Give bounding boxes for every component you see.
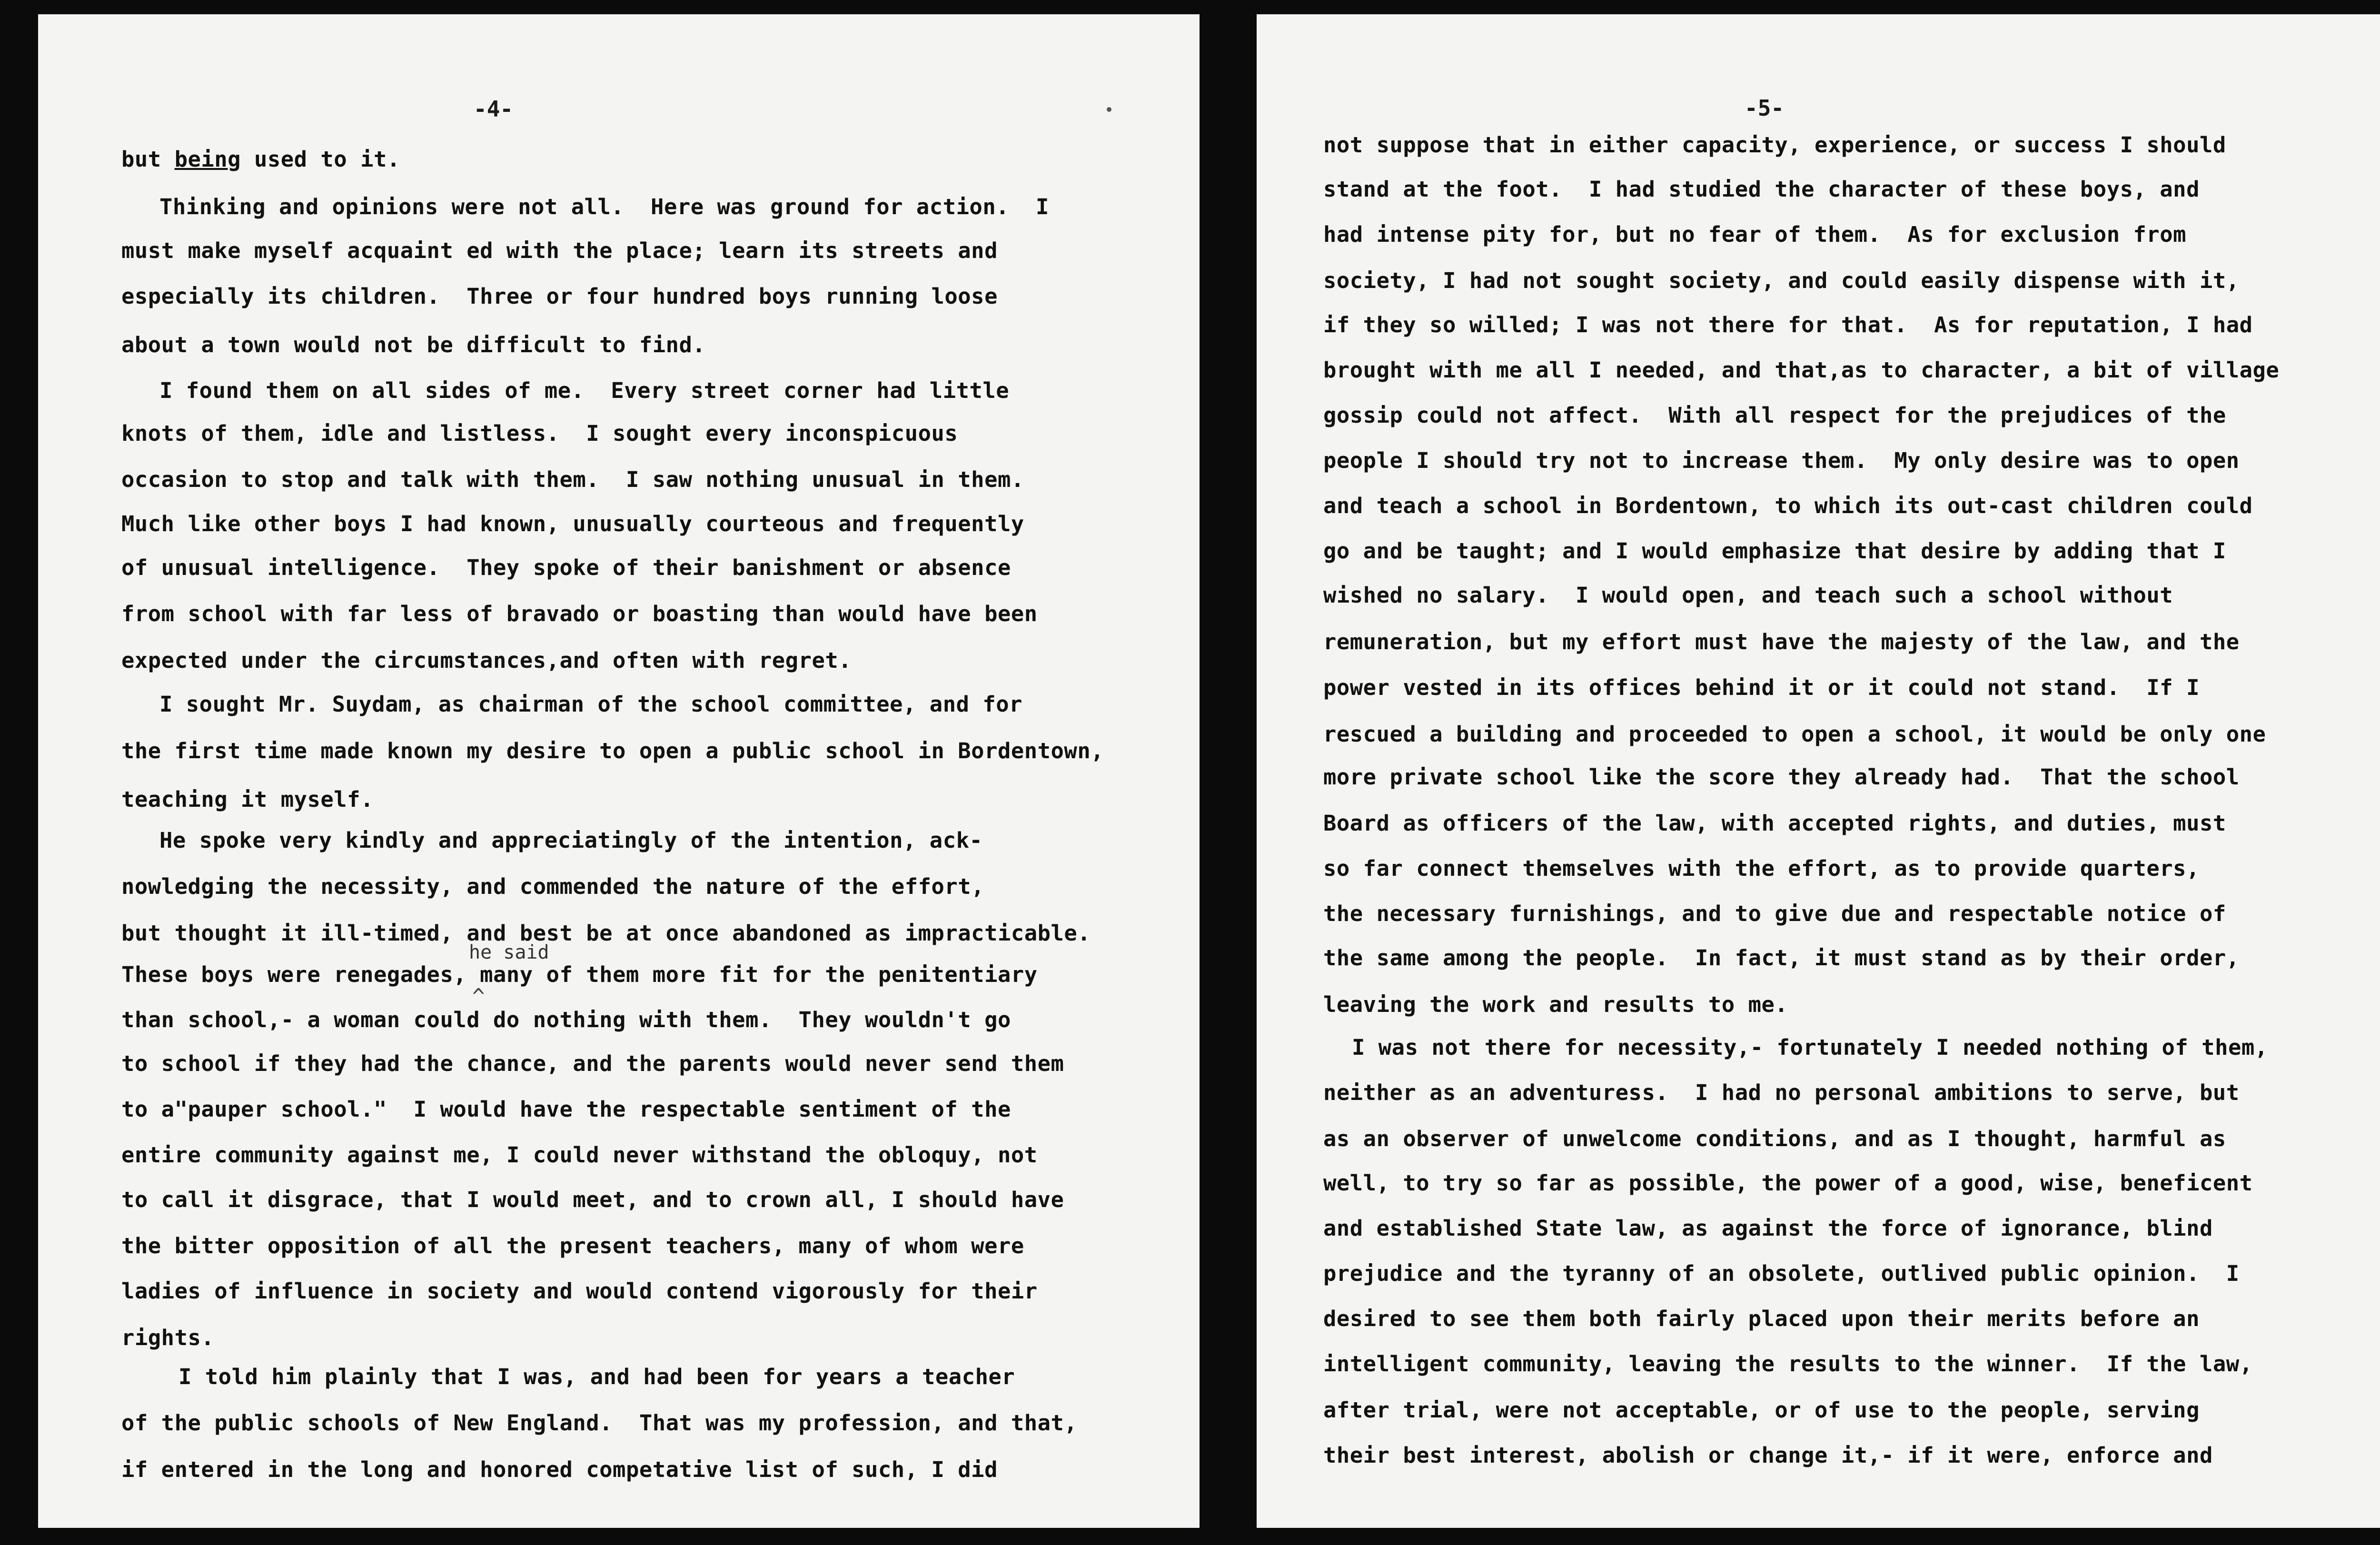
text-line: I told him plainly that I was, and had been for years a teacher	[178, 1364, 1015, 1389]
text-line: the necessary furnishings, and to give due and respectable notice of	[1323, 901, 2226, 926]
text-line: teaching it myself.	[121, 787, 374, 812]
text-line: These boys were renegades, many of them more fit for the penitentiary	[121, 962, 1038, 987]
text-line: well, to try so far as possible, the power of a good, wise, beneficent	[1323, 1170, 2253, 1196]
text-line: must make myself acquaint ed with the place; learn its streets and	[121, 238, 998, 263]
insertion-caret: ^	[472, 984, 485, 1009]
text-line: to school if they had the chance, and the parents would never send them	[121, 1051, 1064, 1076]
text-line: expected under the circumstances,and often with regret.	[121, 648, 852, 673]
text-line: brought with me all I needed, and that,as to character, a bit of village	[1323, 357, 2280, 383]
text-line: stand at the foot. I had studied the character of these boys, and	[1323, 177, 2200, 202]
text-line: knots of them, idle and listless. I sought every inconspicuous	[121, 421, 958, 446]
text-line: the same among the people. In fact, it must stand as by their order,	[1323, 945, 2240, 971]
text-line: society, I had not sought society, and could easily dispense with it,	[1323, 268, 2240, 293]
text-line: had intense pity for, but no fear of them. As for exclusion from	[1323, 222, 2187, 247]
text-line: I was not there for necessity,- fortunately I needed nothing of them,	[1352, 1035, 2268, 1060]
text-line: nowledging the necessity, and commended the nature of the effort,	[121, 874, 985, 899]
text-line: from school with far less of bravado or boasting than would have been	[121, 601, 1038, 626]
text-line: and established State law, as against the force of ignorance, blind	[1323, 1216, 2213, 1241]
text-line: not suppose that in either capacity, experience, or success I should	[1323, 132, 2226, 158]
text-line: Board as officers of the law, with accepted rights, and duties, must	[1323, 811, 2226, 836]
text-line: gossip could not affect. With all respect for the prejudices of the	[1323, 403, 2226, 428]
text-line: entire community against me, I could never withstand the obloquy, not	[121, 1142, 1038, 1168]
text-line: about a town would not be difficult to find.	[121, 332, 706, 357]
text-line: if they so willed; I was not there for that. As for reputation, I had	[1323, 312, 2253, 337]
text-line: wished no salary. I would open, and teach such a school without	[1323, 583, 2173, 608]
text-line: especially its children. Three or four hundred boys running loose	[121, 284, 998, 309]
text-line: people I should try not to increase them. My only desire was to open	[1323, 448, 2240, 473]
text-line: go and be taught; and I would emphasize that desire by adding that I	[1323, 538, 2226, 564]
text-line: rights.	[121, 1325, 215, 1350]
left-page	[38, 14, 1200, 1528]
text-line: remuneration, but my effort must have the majesty of the law, and the	[1323, 629, 2240, 654]
text-line: as an observer of unwelcome conditions, and as I thought, harmful as	[1323, 1126, 2226, 1151]
text-line: rescued a building and proceeded to open a school, it would be only one	[1323, 722, 2266, 747]
text-line: of unusual intelligence. They spoke of their banishment or absence	[121, 555, 1011, 580]
text-line: leaving the work and results to me.	[1323, 992, 1788, 1017]
text-line: I sought Mr. Suydam, as chairman of the school committee, and for	[159, 692, 1023, 717]
text-line: and teach a school in Bordentown, to which its out-cast children could	[1323, 493, 2253, 518]
text-line: Much like other boys I had known, unusually courteous and frequently	[121, 511, 1024, 536]
text-line: intelligent community, leaving the results to the winner. If the law,	[1323, 1351, 2253, 1377]
text-line: occasion to stop and talk with them. I saw nothing unusual in them.	[121, 467, 1024, 492]
ink-speck	[1107, 107, 1111, 112]
page-number: -5-	[1745, 95, 1785, 121]
text-line: ladies of influence in society and would contend vigorously for their	[121, 1278, 1038, 1304]
text-line: power vested in its offices behind it or it could not stand. If I	[1323, 675, 2200, 700]
text-line: prejudice and the tyranny of an obsolete, outlived public opinion. I	[1323, 1261, 2240, 1286]
text-line: desired to see them both fairly placed upon their merits before an	[1323, 1306, 2200, 1331]
text-line: the first time made known my desire to open a public school in Bordentown,	[121, 738, 1104, 763]
text-line: Thinking and opinions were not all. Here was ground for action. I	[159, 194, 1049, 219]
right-page	[1257, 14, 2380, 1528]
text-line: to call it disgrace, that I would meet, and to crown all, I should have	[121, 1187, 1064, 1212]
text-line: so far connect themselves with the effort, as to provide quarters,	[1323, 856, 2200, 881]
text-line: than school,- a woman could do nothing with them. They wouldn't go	[121, 1007, 1011, 1032]
text-line: He spoke very kindly and appreciatingly of the intention, ack-	[159, 828, 983, 853]
text-line: but being used to it.	[121, 147, 400, 172]
text-line: but thought it ill-timed, and best be at once abandoned as impracticable.	[121, 921, 1091, 946]
handwritten-insertion: he said	[469, 941, 549, 963]
text-line: the bitter opposition of all the present teachers, many of whom were	[121, 1233, 1024, 1258]
text-line: after trial, were not acceptable, or of use to the people, serving	[1323, 1397, 2200, 1423]
page-number: -4-	[474, 96, 514, 122]
text-line: I found them on all sides of me. Every street corner had little	[159, 378, 1010, 403]
text-line: to a"pauper school." I would have the respectable sentiment of the	[121, 1097, 1011, 1122]
text-line: if entered in the long and honored competative list of such, I did	[121, 1457, 998, 1482]
text-line: neither as an adventuress. I had no personal ambitions to serve, but	[1323, 1080, 2240, 1105]
text-line: of the public schools of New England. That was my profession, and that,	[121, 1410, 1078, 1436]
text-line: their best interest, abolish or change it,- if it were, enforce and	[1323, 1443, 2213, 1468]
text-line: more private school like the score they already had. That the school	[1323, 764, 2240, 790]
